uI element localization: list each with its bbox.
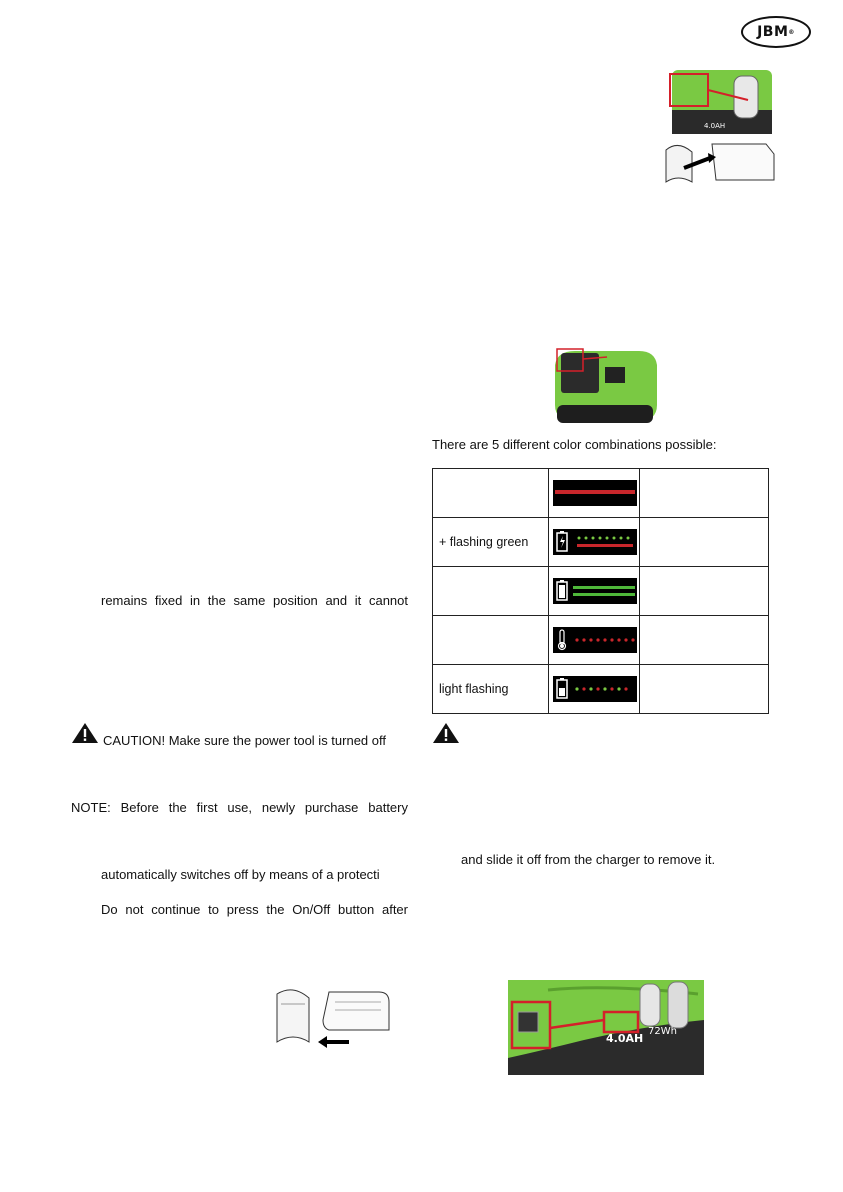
led-cell — [549, 616, 640, 665]
led-status-table — [432, 468, 769, 714]
led-charging — [553, 529, 637, 555]
battery-capacity-label: 4.0AH — [606, 1032, 644, 1045]
thermometer-icon — [559, 630, 566, 650]
led-temperature — [553, 627, 637, 653]
remains-fixed-text: remains fixed in the same position and it cannot — [101, 593, 408, 608]
status-label — [433, 469, 549, 518]
led-pattern — [553, 578, 637, 604]
table-row — [433, 567, 769, 616]
status-description — [640, 567, 769, 616]
battery-fault-icon — [557, 678, 567, 698]
logo-trademark: ® — [788, 28, 795, 36]
led-pattern — [553, 676, 637, 702]
led-battery-fault — [553, 676, 637, 702]
remove-from-charger-text: and slide it off from the charger to remove it. — [461, 852, 716, 867]
led-pattern — [553, 480, 637, 506]
status-description — [640, 469, 769, 518]
table-row — [433, 665, 769, 714]
color-combinations-intro: There are 5 different color combinations possible: — [432, 437, 717, 452]
led-pattern — [553, 627, 637, 653]
status-label: + flashing green — [433, 518, 549, 567]
status-description — [640, 518, 769, 567]
battery-full-icon — [557, 580, 567, 600]
battery-energy-label: 72Wh — [648, 1026, 677, 1037]
table-row — [433, 518, 769, 567]
led-solid-red — [553, 480, 637, 506]
right-warning-block — [432, 722, 460, 749]
warning-icon — [71, 722, 99, 744]
svg-text:4.0AH: 4.0AH — [704, 122, 726, 130]
led-cell — [549, 518, 640, 567]
caution-text: CAUTION! Make sure the power tool is turned off — [103, 733, 386, 748]
battery-photo-figure — [508, 980, 704, 1075]
charger-illustration — [549, 345, 659, 427]
battery-photo-illustration — [508, 980, 704, 1075]
auto-off-text: automatically switches off by means of a protecti — [101, 867, 380, 882]
note-text: NOTE: Before the first use, newly purchase battery — [71, 800, 408, 815]
battery-charging-icon — [557, 531, 567, 551]
led-solid-green — [553, 578, 637, 604]
status-description — [640, 616, 769, 665]
battery-indicator-figure — [664, 70, 778, 196]
charger-figure — [549, 345, 659, 427]
table-row — [433, 469, 769, 518]
status-label — [433, 567, 549, 616]
battery-indicator-illustration — [664, 70, 778, 196]
led-cell — [549, 469, 640, 518]
led-cell — [549, 567, 640, 616]
slide-off-figure — [275, 988, 395, 1058]
table-row — [433, 616, 769, 665]
do-not-press-text: Do not continue to press the On/Off button after — [101, 902, 408, 917]
status-description — [640, 665, 769, 714]
status-label — [433, 616, 549, 665]
warning-icon — [432, 722, 460, 744]
jbm-logo — [741, 16, 811, 48]
led-pattern — [553, 529, 637, 555]
slide-off-illustration — [275, 988, 395, 1058]
caution-block — [71, 722, 99, 749]
status-label: light flashing — [433, 665, 549, 714]
led-cell — [549, 665, 640, 714]
logo-text: JBM — [757, 24, 789, 40]
